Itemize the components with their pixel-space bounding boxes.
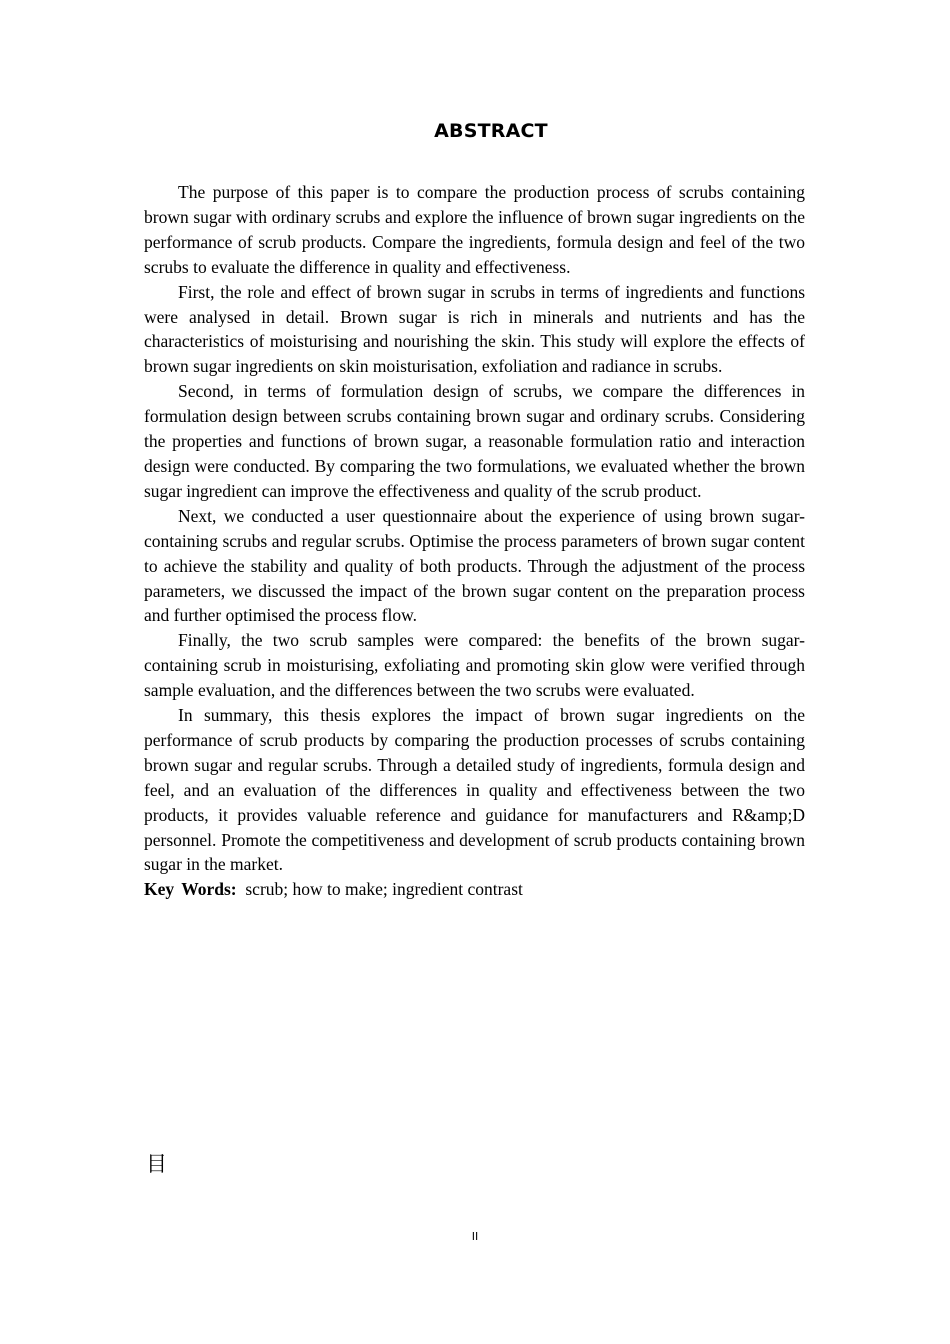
abstract-paragraph-2: First, the role and effect of brown sugar in scrubs in terms of ingredients and functions were analysed in detail. Brown sugar is rich in minerals and nutrients and has the characteristics of moisturising and nourishing the skin. This study will explore the effects of brown sugar ingredients on skin moisturisation, exfoliation and radiance in scrubs.: [144, 281, 805, 377]
abstract-body: [144, 180, 805, 902]
abstract-paragraph-3: Second, in terms of formulation design of scrubs, we compare the differences in formulation design between scrubs containing brown sugar and ordinary scrubs. Considering the properties and functions of brown sugar, a reasonable formulation ratio and interaction design were conducted. By comparing the two formulations, we evaluated whether the brown sugar ingredient can improve the effectiveness and quality of the scrub product.: [144, 381, 805, 501]
abstract-paragraph-5: Finally, the two scrub samples were compared: the benefits of the brown sugar-containing scrub in moisturising, exfoliating and promoting skin glow were verified through sample evaluation, and the differences between the two scrubs were evaluated.: [144, 630, 805, 701]
keywords-label: Key Words:: [144, 879, 237, 900]
keywords-value: scrub; how to make; ingredient contrast: [245, 879, 523, 900]
abstract-title: ABSTRACT: [434, 120, 548, 142]
abstract-paragraph-1: The purpose of this paper is to compare the production process of scrubs containing brown sugar with ordinary scrubs and explore the influence of brown sugar ingredients on the performance of scrub products. Compare the ingredients, formula design and feel of the two scrubs to evaluate the difference in quality and effectiveness.: [144, 182, 805, 277]
abstract-paragraph-6: In summary, this thesis explores the impact of brown sugar ingredients on the performance of scrub products by comparing the production processes of scrubs containing brown sugar and regular scrubs. Through a detailed study of ingredients, formula design and feel, and an evaluation of the differences in quality and effectiveness between the two products, it provides valuable reference and guidance for manufacturers and R&amp;D personnel. Promote the competitiveness and development of scrub products containing brown sugar in the market.: [144, 705, 805, 875]
abstract-paragraph-4: Next, we conducted a user questionnaire about the experience of using brown sugar-containing scrubs and regular scrubs. Optimise the process parameters of brown sugar content to achieve the stability and quality of both products. Through the adjustment of the process parameters, we discussed the impact of the brown sugar content on the preparation process and further optimised the process flow.: [144, 505, 805, 626]
page-number: II: [471, 1230, 479, 1243]
toc-heading-fragment: 目: [146, 1152, 167, 1176]
keywords-line: [144, 877, 805, 902]
